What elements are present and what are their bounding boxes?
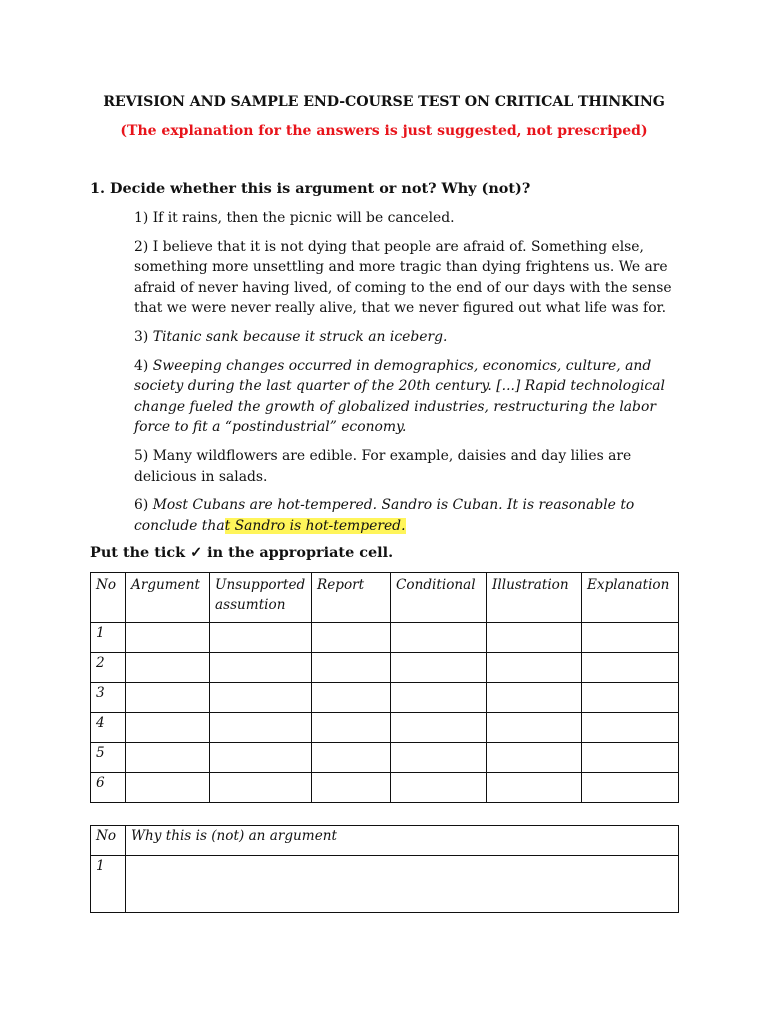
- header-why: Why this is (not) an argument: [126, 826, 679, 856]
- header-explanation: Explanation: [582, 573, 679, 623]
- row-number: 2: [91, 653, 126, 683]
- tick-cell[interactable]: [487, 713, 582, 743]
- highlighted-text: t Sandro is hot-tempered.: [224, 517, 406, 534]
- table-instruction: Put the tick ✓ in the appropriate cell.: [90, 544, 394, 561]
- header-no: No: [91, 573, 126, 623]
- tick-cell[interactable]: [391, 623, 487, 653]
- list-item: [134, 208, 674, 229]
- tick-cell[interactable]: [312, 623, 391, 653]
- table-row: [91, 856, 679, 913]
- tick-cell[interactable]: [312, 713, 391, 743]
- item-text: Many wildflowers are edible. For example, daisies and day lilies are delicious in salads.: [134, 447, 636, 485]
- tick-cell[interactable]: [312, 683, 391, 713]
- table-row: [91, 773, 679, 803]
- list-item: [134, 237, 677, 319]
- question-heading: 1. Decide whether this is argument or not? Why (not)?: [90, 180, 531, 197]
- item-text: Most Cubans are hot-tempered. Sandro is Cuban. It is reasonable to conclude tha: [134, 497, 639, 534]
- tick-cell[interactable]: [487, 623, 582, 653]
- tick-cell[interactable]: [126, 773, 210, 803]
- item-number: 2): [134, 238, 149, 255]
- header-no: No: [91, 826, 126, 856]
- tick-cell[interactable]: [312, 653, 391, 683]
- tick-cell[interactable]: [487, 773, 582, 803]
- row-number: 1: [91, 856, 126, 913]
- table-row: [91, 713, 679, 743]
- tick-cell[interactable]: [210, 743, 312, 773]
- table-row: [91, 743, 679, 773]
- tick-cell[interactable]: [312, 773, 391, 803]
- tick-cell[interactable]: [582, 623, 679, 653]
- tick-cell[interactable]: [582, 743, 679, 773]
- why-table: [90, 825, 679, 913]
- row-number: 6: [91, 773, 126, 803]
- tick-table: [90, 572, 679, 803]
- tick-cell[interactable]: [126, 683, 210, 713]
- header-argument: Argument: [126, 573, 210, 623]
- tick-cell[interactable]: [126, 743, 210, 773]
- tick-cell[interactable]: [391, 683, 487, 713]
- item-text: I believe that it is not dying that people are afraid of. Something else, something more unsettling and more tragic than dying frightens us. We are afraid of never having lived, of coming to the end of our days with the sense that we were never really alive, that we never figured out what life was for.: [134, 238, 677, 317]
- item-text: If it rains, then the picnic will be canceled.: [152, 210, 455, 226]
- row-number: 5: [91, 743, 126, 773]
- tick-cell[interactable]: [391, 773, 487, 803]
- table-row: [91, 653, 679, 683]
- item-number: 3): [134, 328, 149, 345]
- header-report: Report: [312, 573, 391, 623]
- tick-cell[interactable]: [126, 623, 210, 653]
- list-item: [134, 327, 674, 348]
- tick-cell[interactable]: [210, 713, 312, 743]
- row-number: 4: [91, 713, 126, 743]
- tick-cell[interactable]: [312, 743, 391, 773]
- tick-cell[interactable]: [582, 713, 679, 743]
- item-text: Titanic sank because it struck an iceberg.: [152, 328, 448, 345]
- item-number: 5): [134, 447, 149, 464]
- tick-cell[interactable]: [126, 713, 210, 743]
- item-text: Sweeping changes occurred in demographics, economics, culture, and society during the last quarter of the 20th century. [...] Rapid technological change fueled the growth of globalized industries, restructuring the labor force to fit a “postindustrial” economy.: [134, 357, 670, 436]
- list-item: [134, 446, 674, 487]
- item-number: 1): [134, 210, 149, 226]
- table-header-row: [91, 573, 679, 623]
- answer-cell[interactable]: [126, 856, 679, 913]
- item-number: 6): [134, 497, 149, 514]
- table-header-row: [91, 826, 679, 856]
- document-title: REVISION AND SAMPLE END-COURSE TEST ON CRITICAL THINKING: [103, 94, 665, 110]
- document-subtitle: (The explanation for the answers is just suggested, not prescriped): [120, 123, 648, 139]
- tick-cell[interactable]: [582, 773, 679, 803]
- row-number: 3: [91, 683, 126, 713]
- tick-cell[interactable]: [210, 623, 312, 653]
- tick-cell[interactable]: [210, 653, 312, 683]
- tick-cell[interactable]: [210, 773, 312, 803]
- tick-cell[interactable]: [391, 743, 487, 773]
- table-row: [91, 683, 679, 713]
- tick-cell[interactable]: [487, 743, 582, 773]
- tick-cell[interactable]: [487, 653, 582, 683]
- table-row: [91, 623, 679, 653]
- tick-cell[interactable]: [582, 683, 679, 713]
- tick-cell[interactable]: [582, 653, 679, 683]
- question-items: [134, 208, 677, 544]
- list-item: [134, 495, 674, 536]
- item-number: 4): [134, 357, 149, 374]
- list-item: [134, 356, 674, 438]
- tick-cell[interactable]: [391, 653, 487, 683]
- header-unsupported-assumption: Unsupported assumtion: [210, 573, 312, 623]
- tick-cell[interactable]: [210, 683, 312, 713]
- tick-cell[interactable]: [126, 653, 210, 683]
- header-illustration: Illustration: [487, 573, 582, 623]
- row-number: 1: [91, 623, 126, 653]
- tick-cell[interactable]: [391, 713, 487, 743]
- tick-cell[interactable]: [487, 683, 582, 713]
- header-conditional: Conditional: [391, 573, 487, 623]
